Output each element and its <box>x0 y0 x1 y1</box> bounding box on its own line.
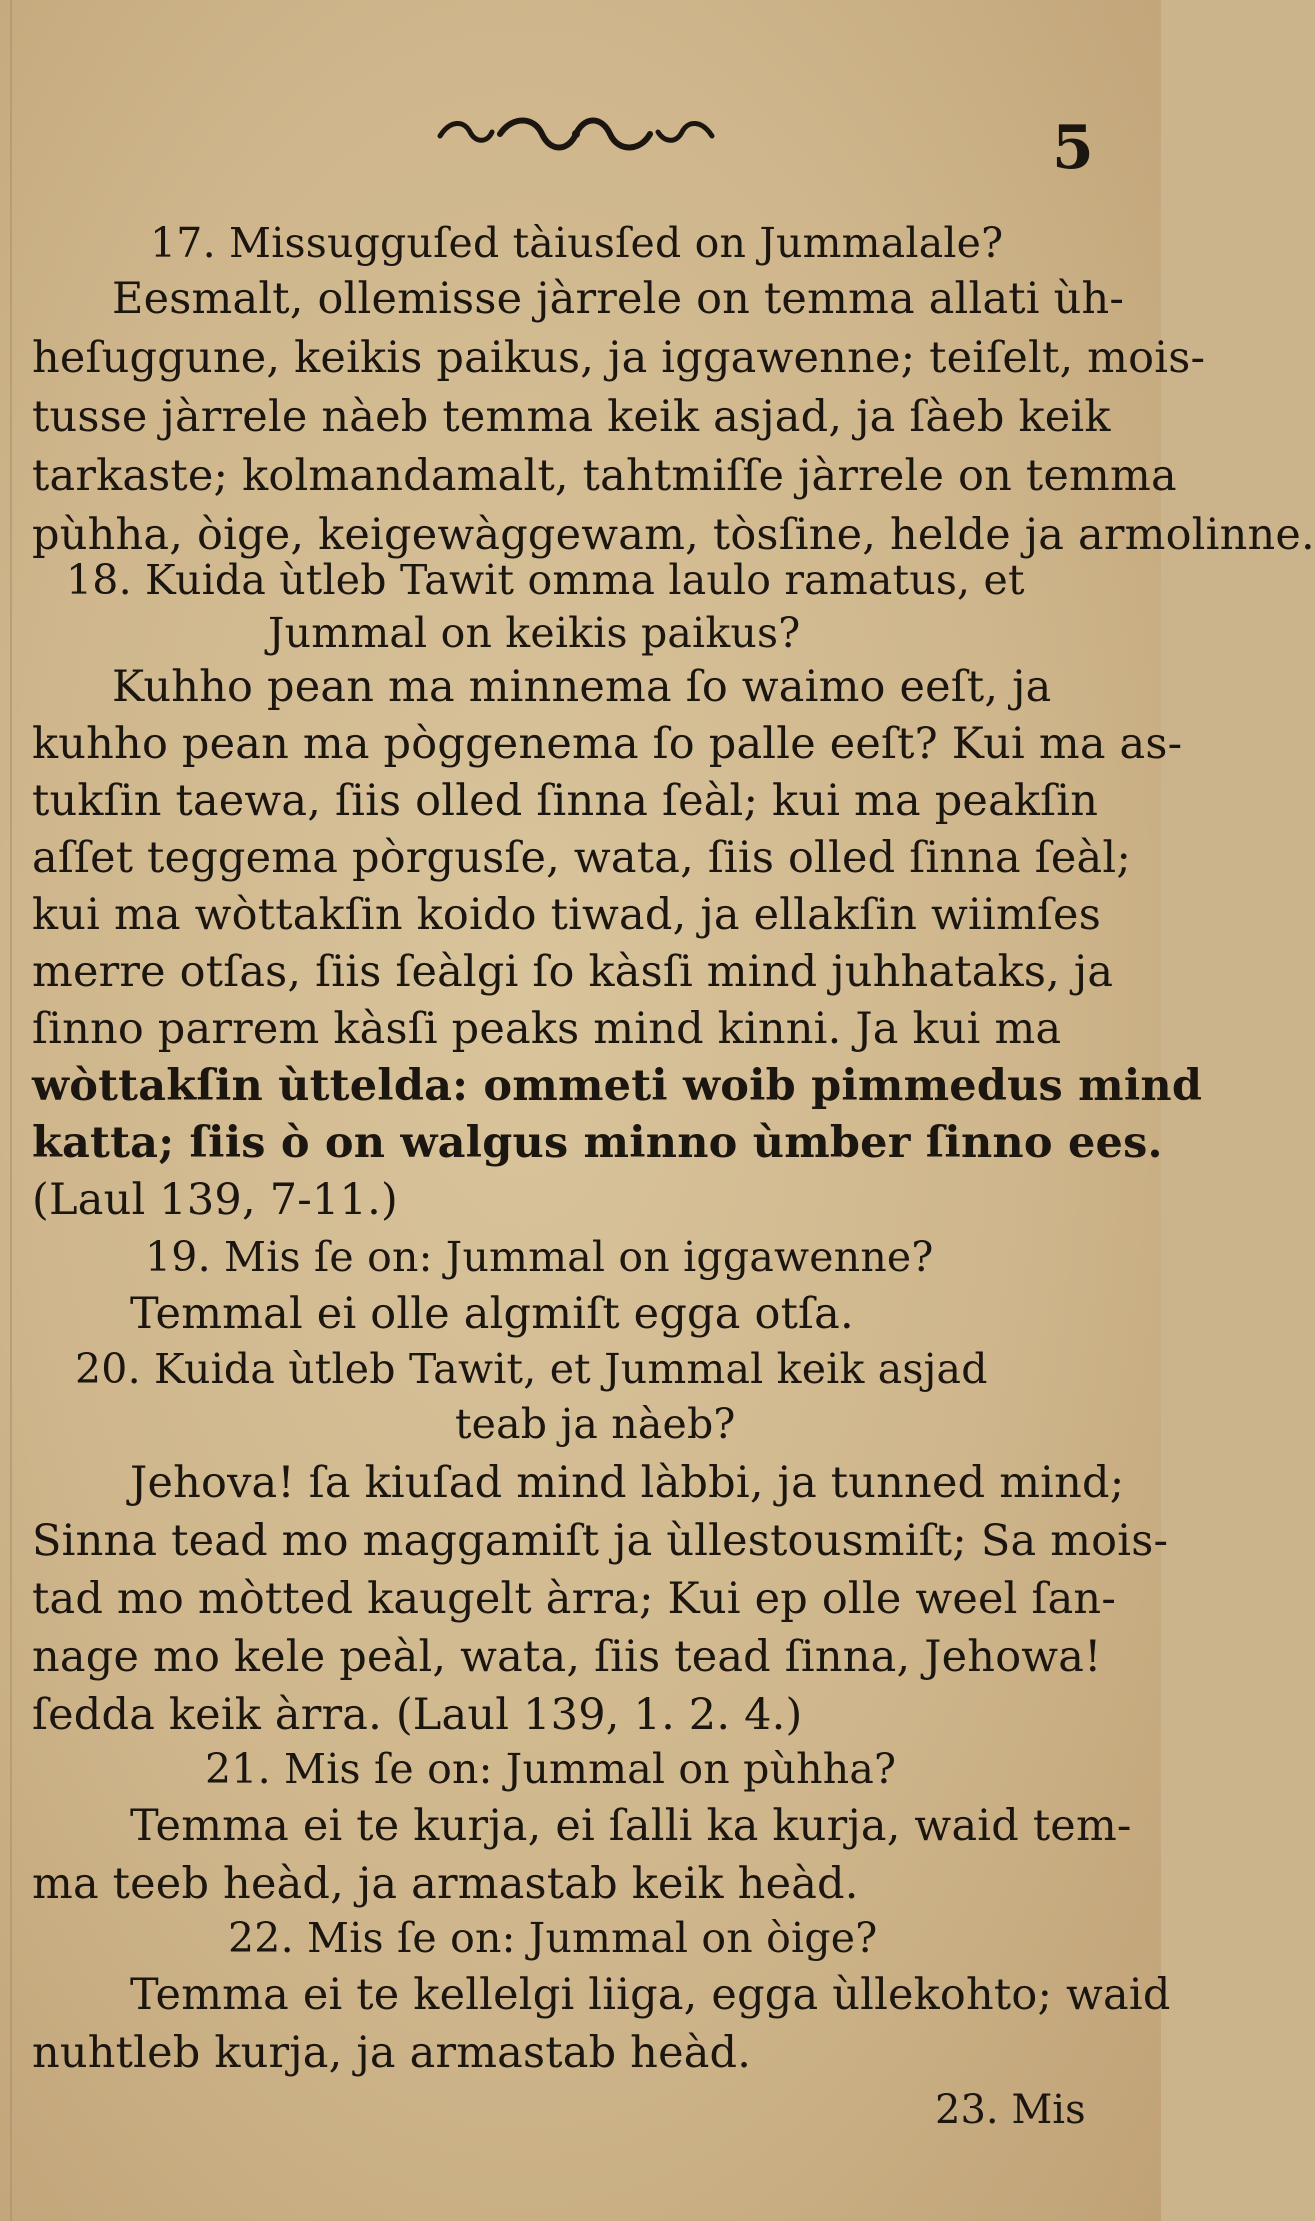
answer-21-line-2: ma teeb heàd, ja armastab keik heàd. <box>32 1859 859 1909</box>
answer-17-line-3: tusse jàrrele nàeb temma keik asjad, ja ſàeb keik <box>32 392 1111 442</box>
answer-17-line-4: tarkaste; kolmandamalt, tahtmiſſe jàrrele on temma <box>32 451 1177 501</box>
answer-18-line-10: (Laul 139, 7-11.) <box>32 1175 398 1225</box>
answer-17-line-2: heſuggune, keikis paikus, ja iggawenne; teiſelt, mois- <box>32 333 1206 383</box>
answer-18-line-7: ſinno parrem kàsſi peaks mind kinni. Ja kui ma <box>32 1004 1062 1054</box>
answer-18-line-6: merre otſas, ſiis ſeàlgi ſo kàsſi mind juhhataks, ja <box>32 947 1114 997</box>
answer-17-line-5: pùhha, òige, keigewàggewam, tòsſine, helde ja armolinne. <box>32 510 1315 560</box>
question-17-line-1: 17. Missugguſed tàiusſed on Jummalale? <box>150 219 1004 267</box>
question-18-line-2: Jummal on keikis paikus? <box>268 609 801 657</box>
question-19-line-1: 19. Mis ſe on: Jummal on iggawenne? <box>145 1233 934 1281</box>
answer-20-line-4: nage mo kele peàl, wata, ſiis tead ſinna, Jehowa! <box>32 1632 1102 1682</box>
question-18-line-1: 18. Kuida ùtleb Tawit omma laulo ramatus, et <box>66 556 1025 604</box>
answer-22-line-1: Temma ei te kellelgi liiga, egga ùllekohto; waid <box>130 1970 1171 2020</box>
catchword: 23. Mis <box>935 2087 1086 2133</box>
answer-20-line-2: Sinna tead mo maggamiſt ja ùllestousmiſt; Sa mois- <box>32 1516 1169 1566</box>
answer-20-line-5: ſedda keik àrra. (Laul 139, 1. 2. 4.) <box>32 1690 803 1740</box>
question-22-line-1: 22. Mis ſe on: Jummal on òige? <box>228 1914 878 1962</box>
answer-18-line-3: tukſin taewa, ſiis olled ſinna ſeàl; kui ma peakſin <box>32 776 1099 826</box>
page-number: 5 <box>1052 113 1094 183</box>
answer-22-line-2: nuhtleb kurja, ja armastab heàd. <box>32 2028 752 2078</box>
question-20-line-2: teab ja nàeb? <box>455 1400 736 1448</box>
answer-17-line-1: Eesmalt, ollemisse jàrrele on temma allati ùh- <box>112 274 1125 324</box>
question-21-line-1: 21. Mis ſe on: Jummal on pùhha? <box>205 1745 897 1793</box>
answer-20-line-1: Jehova! ſa kiuſad mind làbbi, ja tunned mind; <box>130 1458 1125 1508</box>
decorative-flourish-icon <box>430 108 720 158</box>
answer-18-line-1: Kuhho pean ma minnema ſo waimo eeſt, ja <box>112 662 1052 712</box>
answer-18-line-4: aſſet teggema pòrgusſe, wata, ſiis olled ſinna ſeàl; <box>32 833 1132 883</box>
answer-21-line-1: Temma ei te kurja, ei ſalli ka kurja, waid tem- <box>130 1801 1132 1851</box>
page-edge-line <box>10 0 12 2221</box>
question-20-line-1: 20. Kuida ùtleb Tawit, et Jummal keik asjad <box>75 1345 988 1393</box>
answer-20-line-3: tad mo mòtted kaugelt àrra; Kui ep olle weel ſan- <box>32 1574 1117 1624</box>
answer-18-line-5: kui ma wòttakſin koido tiwad, ja ellakſin wiimſes <box>32 890 1101 940</box>
answer-18-line-8: wòttakſin ùtteldа: ommeti woib pimmedus mind <box>32 1061 1203 1111</box>
answer-18-line-2: kuhho pean ma pòggenema ſo palle eeſt? Kui ma as- <box>32 719 1183 769</box>
answer-18-line-9: katta; ſiis ò on walgus minno ùmber ſinno ees. <box>32 1118 1163 1168</box>
answer-19-line-1: Temmal ei olle algmiſt egga otſa. <box>130 1289 854 1339</box>
